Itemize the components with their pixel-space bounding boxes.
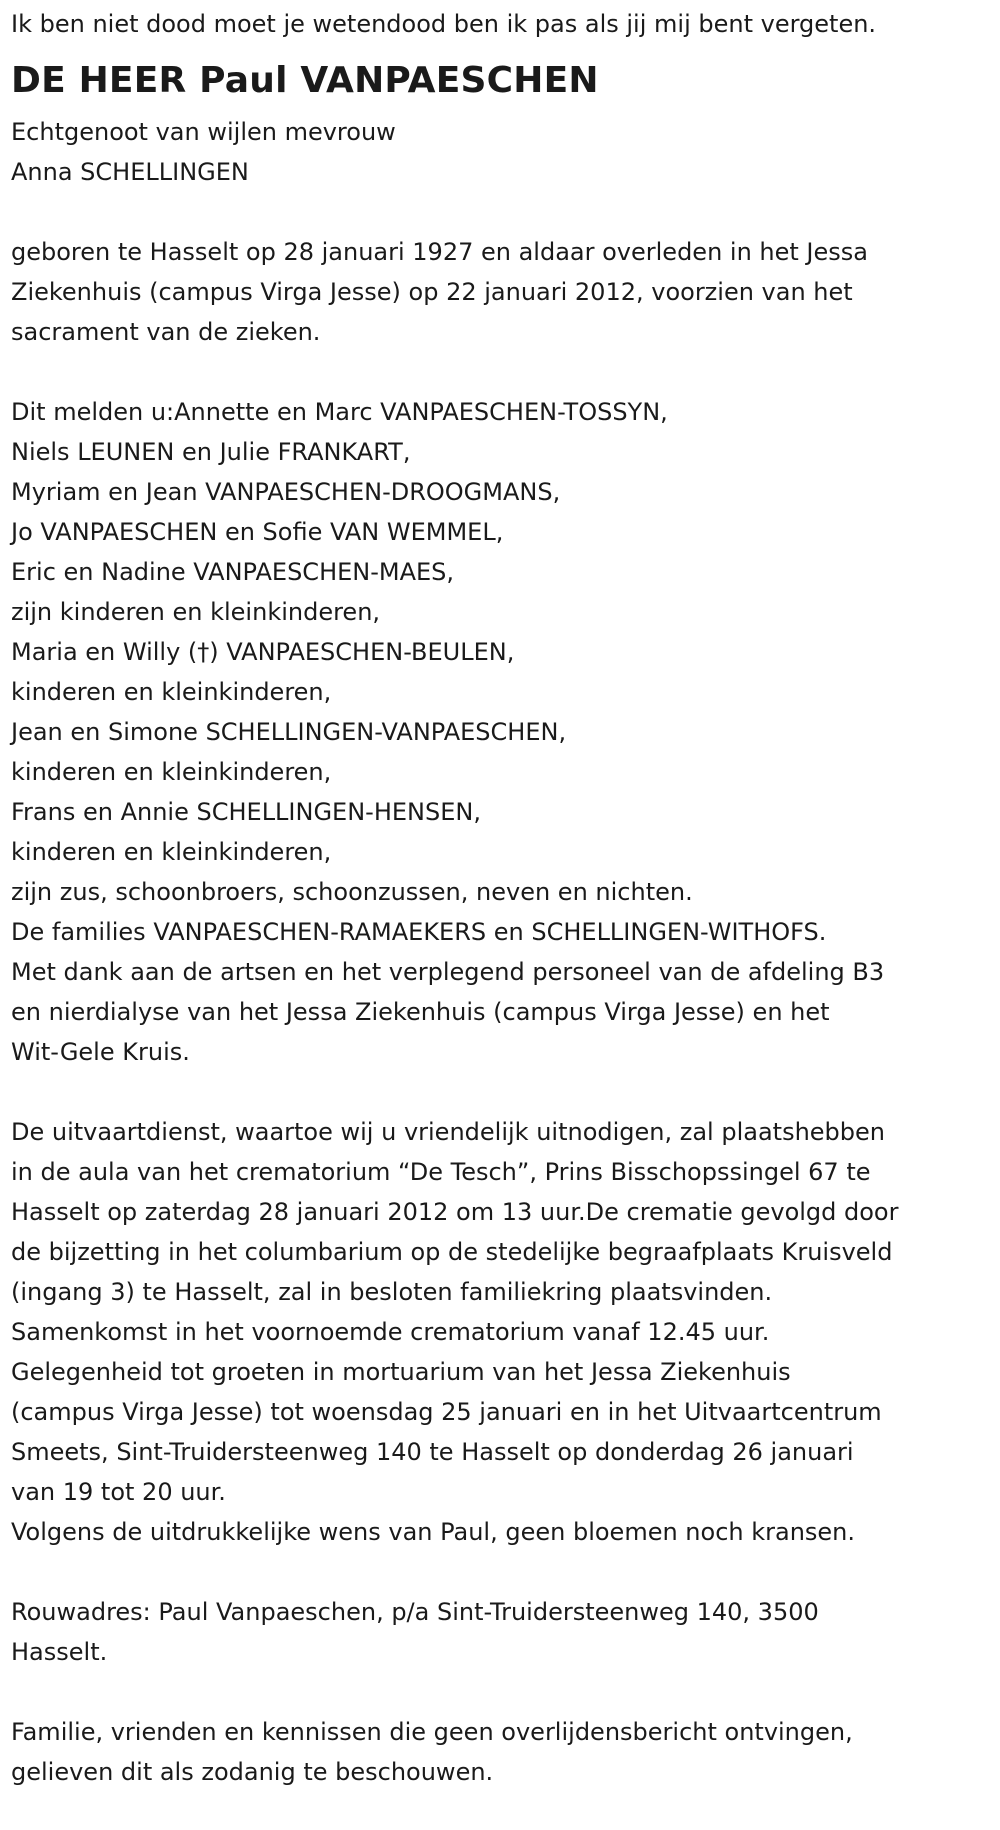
family-line: zijn kinderen en kleinkinderen,: [11, 598, 381, 626]
spacer: [11, 192, 988, 232]
ceremony-line: Smeets, Sint-Truidersteenweg 140 te Hasselt op donderdag 26 januari: [11, 1438, 854, 1466]
address-line: Hasselt.: [11, 1638, 108, 1666]
paragraph-line: sacrament van de zieken.: [11, 318, 321, 346]
family-line: kinderen en kleinkinderen,: [11, 838, 332, 866]
family-line: De families VANPAESCHEN-RAMAEKERS en SCHELLINGEN-WITHOFS.: [11, 918, 827, 946]
spacer: [11, 352, 988, 392]
family-line: Frans en Annie SCHELLINGEN-HENSEN,: [11, 798, 481, 826]
paragraph-line: geboren te Hasselt op 28 januari 1927 en aldaar overleden in het Jessa: [11, 238, 868, 266]
ceremony-line: Gelegenheid tot groeten in mortuarium van het Jessa Ziekenhuis: [11, 1358, 791, 1386]
ceremony-line: Hasselt op zaterdag 28 januari 2012 om 13 uur.De crematie gevolgd door: [11, 1198, 899, 1226]
spacer: [11, 1072, 988, 1112]
ceremony-line: Volgens de uitdrukkelijke wens van Paul, geen bloemen noch kransen.: [11, 1518, 856, 1546]
family-line: Niels LEUNEN en Julie FRANKART,: [11, 438, 411, 466]
address-line: Rouwadres: Paul Vanpaeschen, p/a Sint-Truidersteenweg 140, 3500: [11, 1598, 819, 1626]
ceremony-paragraph: [11, 1112, 988, 1552]
family-line: Jo VANPAESCHEN en Sofie VAN WEMMEL,: [11, 518, 504, 546]
address-paragraph: [11, 1592, 988, 1672]
family-line: en nierdialyse van het Jessa Ziekenhuis (campus Virga Jesse) en het: [11, 998, 830, 1026]
family-line: Maria en Willy (†) VANPAESCHEN-BEULEN,: [11, 638, 515, 666]
family-paragraph: [11, 392, 988, 1072]
spouse-name: Anna SCHELLINGEN: [11, 158, 249, 186]
family-line: Wit-Gele Kruis.: [11, 1038, 190, 1066]
ceremony-line: (ingang 3) te Hasselt, zal in besloten familiekring plaatsvinden.: [11, 1278, 773, 1306]
family-line: Myriam en Jean VANPAESCHEN-DROOGMANS,: [11, 478, 561, 506]
ceremony-line: De uitvaartdienst, waartoe wij u vriendelijk uitnodigen, zal plaatshebben: [11, 1118, 885, 1146]
family-line: Eric en Nadine VANPAESCHEN-MAES,: [11, 558, 455, 586]
ceremony-line: (campus Virga Jesse) tot woensdag 25 januari en in het Uitvaartcentrum: [11, 1398, 882, 1426]
family-line: kinderen en kleinkinderen,: [11, 758, 332, 786]
closing-line: gelieven dit als zodanig te beschouwen.: [11, 1758, 494, 1786]
ceremony-line: Samenkomst in het voornoemde crematorium vanaf 12.45 uur.: [11, 1318, 770, 1346]
family-line: zijn zus, schoonbroers, schoonzussen, neven en nichten.: [11, 878, 693, 906]
paragraph-line: Ziekenhuis (campus Virga Jesse) op 22 januari 2012, voorzien van het: [11, 278, 853, 306]
spouse-line: Echtgenoot van wijlen mevrouw: [11, 118, 396, 146]
opening-quote: Ik ben niet dood moet je wetendood ben ik pas als jij mij bent vergeten.: [11, 10, 877, 38]
family-line: Met dank aan de artsen en het verplegend personeel van de afdeling B3: [11, 958, 885, 986]
family-line: Jean en Simone SCHELLINGEN-VANPAESCHEN,: [11, 718, 567, 746]
family-line: Dit melden u:Annette en Marc VANPAESCHEN-TOSSYN,: [11, 398, 668, 426]
ceremony-line: van 19 tot 20 uur.: [11, 1478, 226, 1506]
spacer: [11, 1672, 988, 1712]
ceremony-line: de bijzetting in het columbarium op de stedelijke begraafplaats Kruisveld: [11, 1238, 893, 1266]
deceased-name: DE HEER Paul VANPAESCHEN: [11, 60, 599, 101]
birth-death-paragraph: [11, 232, 988, 352]
spacer: [11, 1552, 988, 1592]
family-line: kinderen en kleinkinderen,: [11, 678, 332, 706]
closing-paragraph: [11, 1712, 988, 1792]
ceremony-line: in de aula van het crematorium “De Tesch”, Prins Bisschopssingel 67 te: [11, 1158, 871, 1186]
closing-line: Familie, vrienden en kennissen die geen overlijdensbericht ontvingen,: [11, 1718, 853, 1746]
